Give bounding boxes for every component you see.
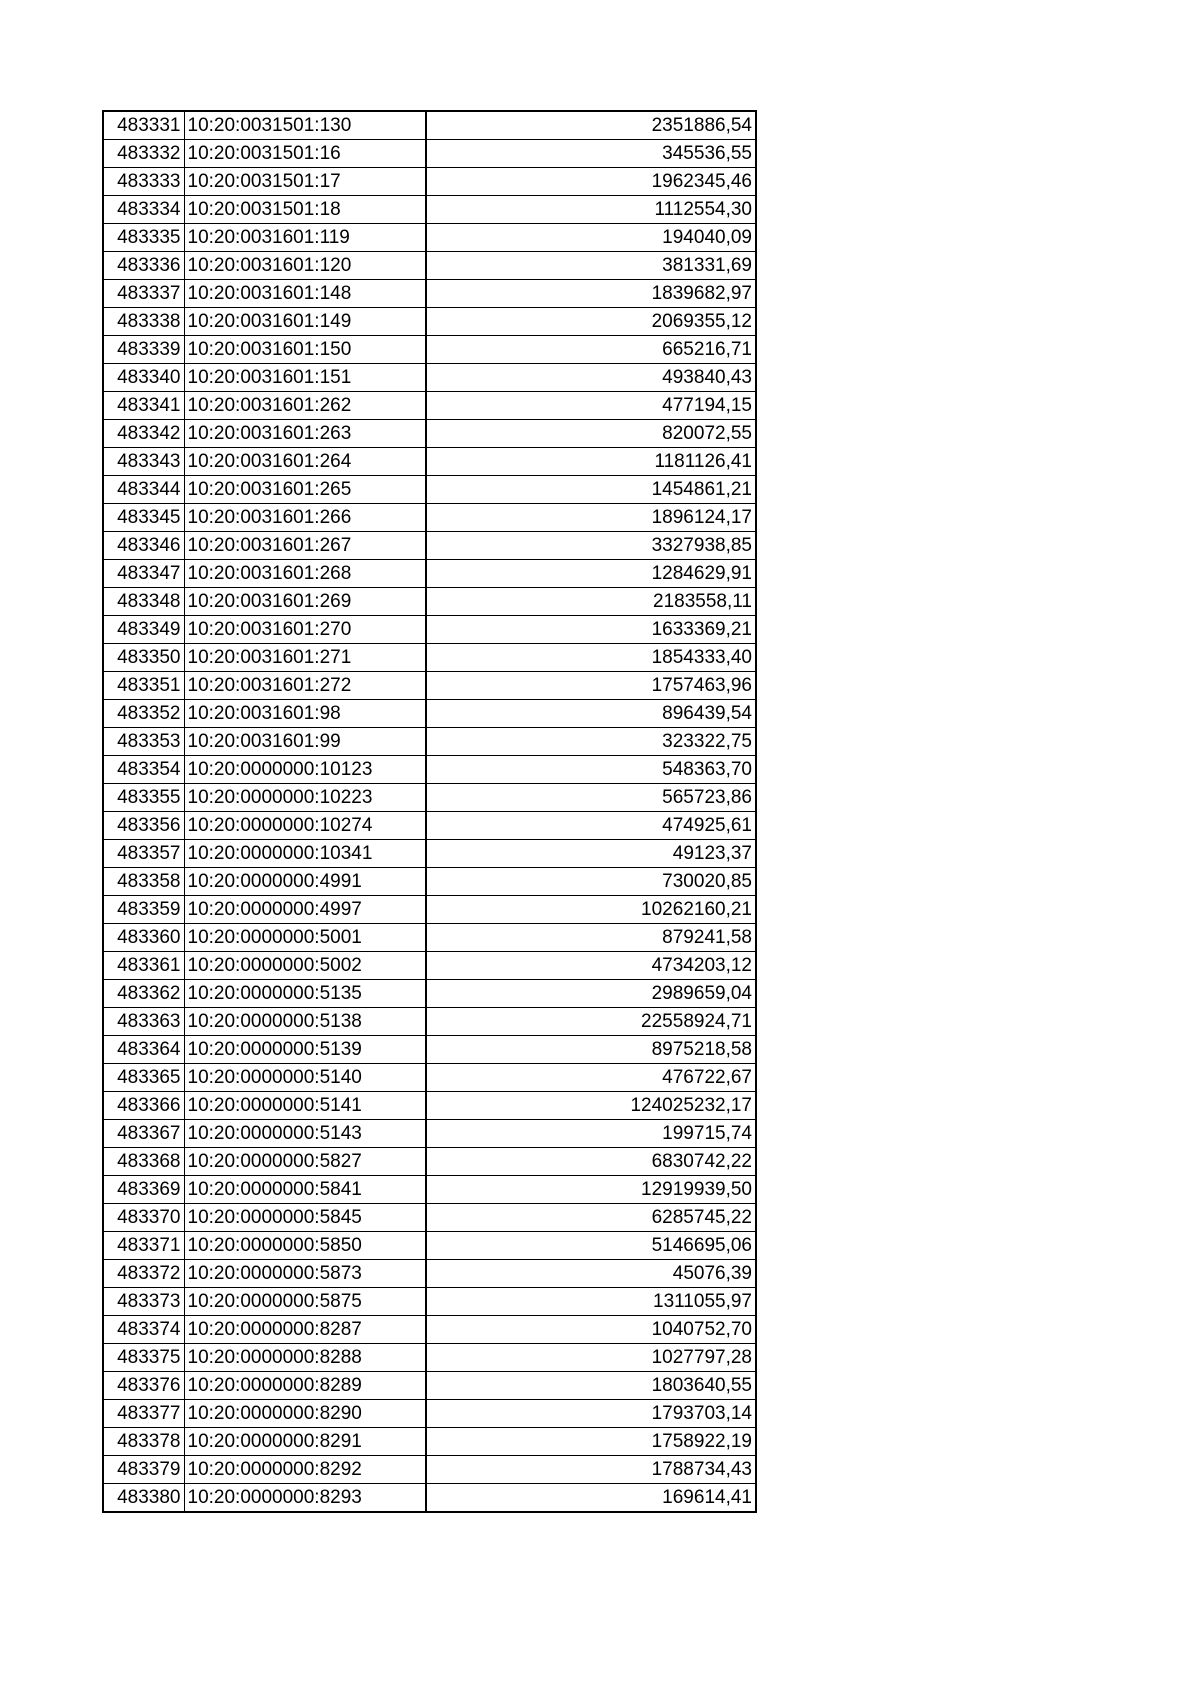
cadastral-number-cell: 10:20:0031601:269 xyxy=(184,588,426,616)
cadastral-number-cell: 10:20:0031601:264 xyxy=(184,448,426,476)
value-cell: 4734203,12 xyxy=(426,952,756,980)
row-id-cell: 483363 xyxy=(103,1008,184,1036)
cadastral-number-cell: 10:20:0031601:263 xyxy=(184,420,426,448)
table-row xyxy=(103,1288,756,1316)
row-id-cell: 483343 xyxy=(103,448,184,476)
row-id-cell: 483349 xyxy=(103,616,184,644)
table-row xyxy=(103,672,756,700)
cadastral-number-cell: 10:20:0031601:266 xyxy=(184,504,426,532)
row-id-cell: 483337 xyxy=(103,280,184,308)
cadastral-number-cell: 10:20:0000000:5850 xyxy=(184,1232,426,1260)
value-cell: 12919939,50 xyxy=(426,1176,756,1204)
cadastral-number-cell: 10:20:0031601:150 xyxy=(184,336,426,364)
value-cell: 474925,61 xyxy=(426,812,756,840)
table-row xyxy=(103,308,756,336)
table-row xyxy=(103,280,756,308)
value-cell: 345536,55 xyxy=(426,140,756,168)
row-id-cell: 483338 xyxy=(103,308,184,336)
table-row xyxy=(103,784,756,812)
row-id-cell: 483379 xyxy=(103,1456,184,1484)
cadastral-number-cell: 10:20:0031601:265 xyxy=(184,476,426,504)
row-id-cell: 483358 xyxy=(103,868,184,896)
row-id-cell: 483344 xyxy=(103,476,184,504)
row-id-cell: 483331 xyxy=(103,111,184,140)
cadastral-number-cell: 10:20:0031501:17 xyxy=(184,168,426,196)
cadastral-number-cell: 10:20:0000000:8291 xyxy=(184,1428,426,1456)
table-row xyxy=(103,111,756,140)
table-row xyxy=(103,980,756,1008)
table-row xyxy=(103,252,756,280)
cadastral-number-cell: 10:20:0031601:120 xyxy=(184,252,426,280)
value-cell: 381331,69 xyxy=(426,252,756,280)
row-id-cell: 483339 xyxy=(103,336,184,364)
row-id-cell: 483378 xyxy=(103,1428,184,1456)
value-cell: 1112554,30 xyxy=(426,196,756,224)
value-cell: 493840,43 xyxy=(426,364,756,392)
table-row xyxy=(103,700,756,728)
table-row xyxy=(103,224,756,252)
row-id-cell: 483380 xyxy=(103,1484,184,1513)
cadastral-number-cell: 10:20:0000000:8290 xyxy=(184,1400,426,1428)
value-cell: 45076,39 xyxy=(426,1260,756,1288)
value-cell: 476722,67 xyxy=(426,1064,756,1092)
row-id-cell: 483364 xyxy=(103,1036,184,1064)
row-id-cell: 483375 xyxy=(103,1344,184,1372)
value-cell: 22558924,71 xyxy=(426,1008,756,1036)
cadastral-number-cell: 10:20:0000000:5138 xyxy=(184,1008,426,1036)
value-cell: 1284629,91 xyxy=(426,560,756,588)
cadastral-number-cell: 10:20:0000000:5002 xyxy=(184,952,426,980)
value-cell: 1311055,97 xyxy=(426,1288,756,1316)
table-row xyxy=(103,952,756,980)
value-cell: 548363,70 xyxy=(426,756,756,784)
value-cell: 6285745,22 xyxy=(426,1204,756,1232)
cadastral-number-cell: 10:20:0000000:5827 xyxy=(184,1148,426,1176)
row-id-cell: 483357 xyxy=(103,840,184,868)
table-row xyxy=(103,532,756,560)
row-id-cell: 483356 xyxy=(103,812,184,840)
table-row xyxy=(103,1176,756,1204)
table-row xyxy=(103,1372,756,1400)
row-id-cell: 483354 xyxy=(103,756,184,784)
table-row xyxy=(103,924,756,952)
row-id-cell: 483362 xyxy=(103,980,184,1008)
row-id-cell: 483360 xyxy=(103,924,184,952)
value-cell: 169614,41 xyxy=(426,1484,756,1513)
cadastral-number-cell: 10:20:0000000:4991 xyxy=(184,868,426,896)
value-cell: 1793703,14 xyxy=(426,1400,756,1428)
cadastral-number-cell: 10:20:0000000:5845 xyxy=(184,1204,426,1232)
value-cell: 2351886,54 xyxy=(426,111,756,140)
row-id-cell: 483332 xyxy=(103,140,184,168)
value-cell: 10262160,21 xyxy=(426,896,756,924)
row-id-cell: 483342 xyxy=(103,420,184,448)
value-cell: 194040,09 xyxy=(426,224,756,252)
row-id-cell: 483369 xyxy=(103,1176,184,1204)
cadastral-number-cell: 10:20:0000000:8287 xyxy=(184,1316,426,1344)
cadastral-number-cell: 10:20:0031501:16 xyxy=(184,140,426,168)
table-row xyxy=(103,1120,756,1148)
table-row xyxy=(103,1008,756,1036)
table-row xyxy=(103,336,756,364)
row-id-cell: 483371 xyxy=(103,1232,184,1260)
cadastral-number-cell: 10:20:0031601:98 xyxy=(184,700,426,728)
value-cell: 199715,74 xyxy=(426,1120,756,1148)
value-cell: 2183558,11 xyxy=(426,588,756,616)
table-row xyxy=(103,1092,756,1120)
value-cell: 5146695,06 xyxy=(426,1232,756,1260)
value-cell: 1788734,43 xyxy=(426,1456,756,1484)
row-id-cell: 483348 xyxy=(103,588,184,616)
row-id-cell: 483353 xyxy=(103,728,184,756)
value-cell: 2989659,04 xyxy=(426,980,756,1008)
value-cell: 1839682,97 xyxy=(426,280,756,308)
table-row xyxy=(103,812,756,840)
cadastral-number-cell: 10:20:0031601:267 xyxy=(184,532,426,560)
row-id-cell: 483340 xyxy=(103,364,184,392)
value-cell: 820072,55 xyxy=(426,420,756,448)
row-id-cell: 483373 xyxy=(103,1288,184,1316)
value-cell: 477194,15 xyxy=(426,392,756,420)
value-cell: 1757463,96 xyxy=(426,672,756,700)
cadastral-number-cell: 10:20:0000000:4997 xyxy=(184,896,426,924)
table-row xyxy=(103,140,756,168)
table-row xyxy=(103,1148,756,1176)
cadastral-number-cell: 10:20:0000000:5139 xyxy=(184,1036,426,1064)
cadastral-number-cell: 10:20:0000000:10341 xyxy=(184,840,426,868)
cadastral-number-cell: 10:20:0000000:10274 xyxy=(184,812,426,840)
row-id-cell: 483359 xyxy=(103,896,184,924)
value-cell: 730020,85 xyxy=(426,868,756,896)
table-row xyxy=(103,728,756,756)
row-id-cell: 483333 xyxy=(103,168,184,196)
value-cell: 565723,86 xyxy=(426,784,756,812)
value-cell: 1758922,19 xyxy=(426,1428,756,1456)
cadastral-number-cell: 10:20:0000000:5873 xyxy=(184,1260,426,1288)
data-table xyxy=(102,110,757,1513)
row-id-cell: 483346 xyxy=(103,532,184,560)
cadastral-number-cell: 10:20:0031501:18 xyxy=(184,196,426,224)
cadastral-number-cell: 10:20:0031601:149 xyxy=(184,308,426,336)
table-row xyxy=(103,1484,756,1513)
row-id-cell: 483352 xyxy=(103,700,184,728)
table-row xyxy=(103,392,756,420)
cadastral-number-cell: 10:20:0000000:5141 xyxy=(184,1092,426,1120)
table-row xyxy=(103,840,756,868)
cadastral-number-cell: 10:20:0000000:5135 xyxy=(184,980,426,1008)
row-id-cell: 483366 xyxy=(103,1092,184,1120)
row-id-cell: 483350 xyxy=(103,644,184,672)
table-row xyxy=(103,1344,756,1372)
value-cell: 1896124,17 xyxy=(426,504,756,532)
value-cell: 8975218,58 xyxy=(426,1036,756,1064)
row-id-cell: 483334 xyxy=(103,196,184,224)
table-row xyxy=(103,1456,756,1484)
cadastral-number-cell: 10:20:0000000:5841 xyxy=(184,1176,426,1204)
value-cell: 1962345,46 xyxy=(426,168,756,196)
cadastral-number-cell: 10:20:0000000:8289 xyxy=(184,1372,426,1400)
row-id-cell: 483336 xyxy=(103,252,184,280)
table-row xyxy=(103,504,756,532)
cadastral-number-cell: 10:20:0000000:5143 xyxy=(184,1120,426,1148)
row-id-cell: 483377 xyxy=(103,1400,184,1428)
row-id-cell: 483370 xyxy=(103,1204,184,1232)
row-id-cell: 483365 xyxy=(103,1064,184,1092)
table-row xyxy=(103,756,756,784)
value-cell: 1803640,55 xyxy=(426,1372,756,1400)
table-row xyxy=(103,588,756,616)
row-id-cell: 483347 xyxy=(103,560,184,588)
cadastral-number-cell: 10:20:0031601:271 xyxy=(184,644,426,672)
cadastral-number-cell: 10:20:0031601:270 xyxy=(184,616,426,644)
table-row xyxy=(103,448,756,476)
value-cell: 879241,58 xyxy=(426,924,756,952)
row-id-cell: 483368 xyxy=(103,1148,184,1176)
table-row xyxy=(103,1232,756,1260)
table-row xyxy=(103,560,756,588)
value-cell: 1040752,70 xyxy=(426,1316,756,1344)
value-cell: 323322,75 xyxy=(426,728,756,756)
value-cell: 1181126,41 xyxy=(426,448,756,476)
value-cell: 1854333,40 xyxy=(426,644,756,672)
table-row xyxy=(103,1316,756,1344)
table-row xyxy=(103,1204,756,1232)
table-row xyxy=(103,1428,756,1456)
table-row xyxy=(103,868,756,896)
cadastral-number-cell: 10:20:0000000:5001 xyxy=(184,924,426,952)
value-cell: 1633369,21 xyxy=(426,616,756,644)
cadastral-number-cell: 10:20:0000000:10123 xyxy=(184,756,426,784)
value-cell: 1454861,21 xyxy=(426,476,756,504)
table-row xyxy=(103,1400,756,1428)
cadastral-number-cell: 10:20:0031601:268 xyxy=(184,560,426,588)
cadastral-number-cell: 10:20:0000000:8292 xyxy=(184,1456,426,1484)
cadastral-number-cell: 10:20:0031601:148 xyxy=(184,280,426,308)
value-cell: 665216,71 xyxy=(426,336,756,364)
cadastral-number-cell: 10:20:0000000:8293 xyxy=(184,1484,426,1513)
cadastral-number-cell: 10:20:0031601:262 xyxy=(184,392,426,420)
table-row xyxy=(103,896,756,924)
row-id-cell: 483341 xyxy=(103,392,184,420)
row-id-cell: 483355 xyxy=(103,784,184,812)
table-row xyxy=(103,644,756,672)
row-id-cell: 483374 xyxy=(103,1316,184,1344)
row-id-cell: 483345 xyxy=(103,504,184,532)
table-body xyxy=(103,111,756,1512)
cadastral-number-cell: 10:20:0000000:10223 xyxy=(184,784,426,812)
cadastral-number-cell: 10:20:0031601:119 xyxy=(184,224,426,252)
table-row xyxy=(103,196,756,224)
row-id-cell: 483361 xyxy=(103,952,184,980)
cadastral-number-cell: 10:20:0031601:99 xyxy=(184,728,426,756)
table-row xyxy=(103,1036,756,1064)
cadastral-number-cell: 10:20:0000000:5140 xyxy=(184,1064,426,1092)
value-cell: 6830742,22 xyxy=(426,1148,756,1176)
row-id-cell: 483367 xyxy=(103,1120,184,1148)
row-id-cell: 483335 xyxy=(103,224,184,252)
table-row xyxy=(103,476,756,504)
table-row xyxy=(103,420,756,448)
value-cell: 3327938,85 xyxy=(426,532,756,560)
value-cell: 896439,54 xyxy=(426,700,756,728)
cadastral-number-cell: 10:20:0031601:272 xyxy=(184,672,426,700)
cadastral-number-cell: 10:20:0000000:8288 xyxy=(184,1344,426,1372)
row-id-cell: 483376 xyxy=(103,1372,184,1400)
cadastral-number-cell: 10:20:0031601:151 xyxy=(184,364,426,392)
row-id-cell: 483351 xyxy=(103,672,184,700)
value-cell: 2069355,12 xyxy=(426,308,756,336)
row-id-cell: 483372 xyxy=(103,1260,184,1288)
value-cell: 124025232,17 xyxy=(426,1092,756,1120)
value-cell: 49123,37 xyxy=(426,840,756,868)
table-row xyxy=(103,1260,756,1288)
table-row xyxy=(103,168,756,196)
table-row xyxy=(103,616,756,644)
cadastral-number-cell: 10:20:0031501:130 xyxy=(184,111,426,140)
table-row xyxy=(103,1064,756,1092)
table-row xyxy=(103,364,756,392)
value-cell: 1027797,28 xyxy=(426,1344,756,1372)
cadastral-number-cell: 10:20:0000000:5875 xyxy=(184,1288,426,1316)
